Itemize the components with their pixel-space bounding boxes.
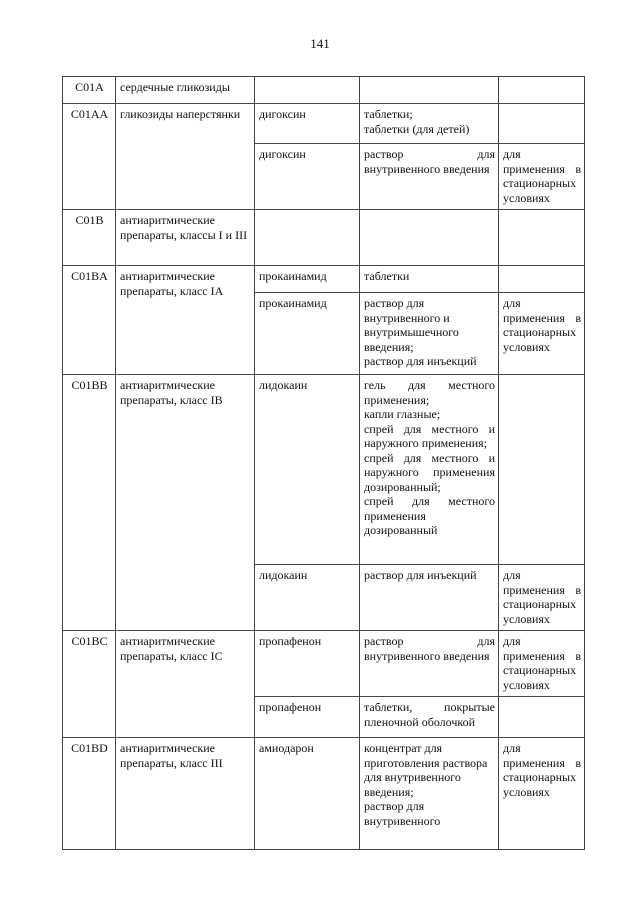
atc-code: C01BA	[63, 266, 116, 375]
form-line: таблетки;	[364, 107, 413, 121]
drug-name	[255, 77, 360, 104]
atc-code: C01A	[63, 77, 116, 104]
atc-group: антиаритмические препараты, класс IA	[116, 266, 255, 375]
atc-group: сердечные гликозиды	[116, 77, 255, 104]
atc-group: антиаритмические препараты, класс IC	[116, 631, 255, 738]
usage-note	[499, 210, 585, 266]
table-row	[63, 266, 585, 293]
usage-note	[499, 104, 585, 144]
drug-name: дигоксин	[255, 144, 360, 210]
usage-note: для применения в стационарных условиях	[499, 738, 585, 850]
dosage-form: таблетки, покрытые пленочной оболочкой	[360, 697, 499, 738]
atc-code: C01B	[63, 210, 116, 266]
table-row	[63, 631, 585, 697]
form-line: капли глазные;	[364, 407, 441, 421]
dosage-form: раствор для внутривенного введения	[360, 631, 499, 697]
dosage-form	[360, 375, 499, 565]
form-line: раствор для внутривенного	[364, 799, 441, 828]
drug-name	[255, 210, 360, 266]
usage-note: для применения в стационарных условиях	[499, 293, 585, 375]
page-number: 141	[310, 36, 330, 51]
atc-code: C01BB	[63, 375, 116, 631]
form-line: спрей для местного и наружного применения дозированный;	[364, 450, 495, 494]
usage-note	[499, 697, 585, 738]
table-row	[63, 210, 585, 266]
dosage-form: раствор для инъекций	[360, 565, 499, 631]
table-row	[63, 77, 585, 104]
drug-name: прокаинамид	[255, 266, 360, 293]
form-line: таблетки (для детей)	[364, 121, 470, 136]
table-row	[63, 375, 585, 565]
table-row	[63, 104, 585, 144]
atc-group: гликозиды наперстянки	[116, 104, 255, 210]
dosage-form	[360, 77, 499, 104]
usage-note	[499, 77, 585, 104]
form-line: раствор для внутривенного и внутримышечного введения;	[364, 296, 459, 354]
form-line: гель для местного применения;	[364, 378, 495, 407]
dosage-form	[360, 104, 499, 144]
dosage-form	[360, 210, 499, 266]
atc-group: антиаритмические препараты, класс III	[116, 738, 255, 850]
usage-note	[499, 266, 585, 293]
drug-name: пропафенон	[255, 631, 360, 697]
table-row	[63, 738, 585, 850]
drug-name: прокаинамид	[255, 293, 360, 375]
dosage-form: таблетки	[360, 266, 499, 293]
drug-name: лидокаин	[255, 565, 360, 631]
drug-name: амиодарон	[255, 738, 360, 850]
dosage-form: раствор для внутривенного введения	[360, 144, 499, 210]
usage-note: для применения в стационарных условиях	[499, 144, 585, 210]
form-line: концентрат для приготовления раствора для внутривенного введения;	[364, 741, 488, 799]
form-line: спрей для местного применения дозированный	[364, 494, 495, 537]
form-line: спрей для местного и наружного применения;	[364, 421, 495, 450]
form-line: раствор для инъекций	[364, 354, 477, 368]
atc-group: антиаритмические препараты, класс IB	[116, 375, 255, 631]
atc-group: антиаритмические препараты, классы I и III	[116, 210, 255, 266]
usage-note	[499, 375, 585, 565]
atc-code: C01BD	[63, 738, 116, 850]
atc-code: C01BC	[63, 631, 116, 738]
drug-table	[62, 76, 585, 850]
dosage-form	[360, 738, 499, 850]
atc-code: C01AA	[63, 104, 116, 210]
usage-note: для применения в стационарных условиях	[499, 631, 585, 697]
dosage-form	[360, 293, 499, 375]
drug-name: дигоксин	[255, 104, 360, 144]
drug-name: лидокаин	[255, 375, 360, 565]
usage-note: для применения в стационарных условиях	[499, 565, 585, 631]
drug-name: пропафенон	[255, 697, 360, 738]
